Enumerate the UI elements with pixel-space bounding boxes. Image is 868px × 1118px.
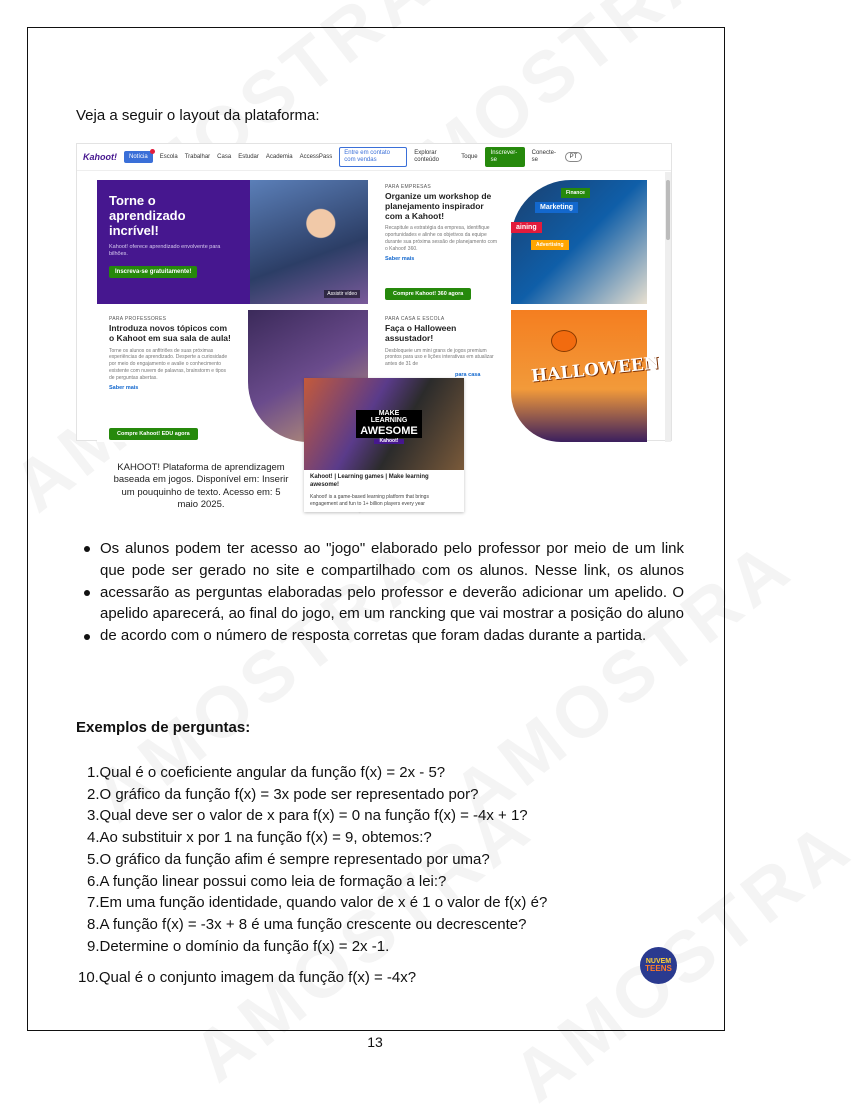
touch-link: Toque: [461, 154, 478, 160]
bullet-dot: [84, 634, 90, 640]
question-item: 7.Em uma função identidade, quando valor de x é 1 o valor de f(x) é?: [87, 894, 548, 911]
intro-text: Veja a seguir o layout da plataforma:: [76, 107, 320, 124]
figure-caption: KAHOOT! Plataforma de aprendizagem baseada em jogos. Disponível em: Inserir um pouquinho de texto. Acesso em: 5 maio 2025.: [113, 462, 289, 511]
nav-item: AccessPass: [299, 154, 333, 160]
nuvem-teens-logo: [640, 947, 677, 984]
business-photo: [511, 180, 647, 304]
photo-tag: Advertising: [531, 240, 569, 250]
preview-title: Kahoot! | Learning games | Make learning awesome!: [310, 474, 429, 488]
language-selector: PT: [565, 152, 583, 162]
link-preview-card: [304, 378, 464, 512]
hero-photo: [250, 180, 368, 304]
preview-make: MAKE: [356, 410, 422, 417]
photo-tag: Finance: [561, 188, 590, 198]
preview-learning: LEARNING: [356, 417, 422, 424]
home-desc: Desbloqueie um mini grans de jogos premium prontos para uso e lições interativas em atualizar antes de 31 de: [385, 347, 494, 368]
contact-sales-button: Entre em contato com vendas: [339, 147, 407, 166]
question-item: 9.Determine o domínio da função f(x) = 2x -1.: [87, 938, 390, 955]
halloween-photo: [511, 310, 661, 442]
home-link: para casa: [455, 371, 481, 378]
photo-tag: Marketing: [535, 202, 578, 213]
logo-text: NUVEM: [645, 958, 672, 965]
question-item: 6.A função linear possui como leia de formação a lei:?: [87, 873, 447, 890]
nav-item: Estudar: [238, 154, 259, 160]
explore-link: Explorar conteúdo: [414, 150, 439, 163]
question-item: 4.Ao substituir x por 1 na função f(x) = 9, obtemos:?: [87, 829, 432, 846]
kahoot-logo: Kahoot!: [83, 152, 117, 162]
examples-heading: Exemplos de perguntas:: [76, 719, 251, 736]
business-kicker: PARA EMPRESAS: [385, 184, 432, 190]
question-item: 3.Qual deve ser o valor de x para f(x) = 0 na função f(x) = -4x + 1?: [87, 807, 528, 824]
business-buy-button: Compre Kahoot! 360 agora: [385, 288, 471, 300]
question-item: 1.Qual é o coeficiente angular da função f(x) = 2x - 5?: [87, 764, 446, 781]
nav-item: Trabalhar: [184, 154, 211, 160]
login-link: Conecte-se: [531, 150, 556, 163]
preview-logo: Kahoot!: [374, 439, 404, 444]
nav-item: Casa: [217, 154, 232, 160]
teachers-desc: Torne os alunos os anfitriões de suas próximas experiências de aprendizado. Desperte a curiosidade por meio do engajamento e avalie o conhecimento existente com nuvem de palavras, brainstorm e tipos de perguntas abertas.: [109, 347, 228, 381]
signup-button: Inscrever-se: [485, 147, 525, 166]
question-item: 2.O gráfico da função f(x) = 3x pode ser representado por?: [87, 786, 479, 803]
teachers-kicker: PARA PROFESSORES: [109, 316, 167, 322]
halloween-text: HALLOWEEN: [530, 353, 661, 387]
question-item: 10.Qual é o conjunto imagem da função f(x) = -4x?: [78, 969, 417, 986]
hero-title: Torne o aprendizado incrível!: [109, 193, 186, 238]
nav-item: Academia: [265, 154, 293, 160]
watch-video-label: Assistir vídeo: [324, 290, 360, 298]
business-title: Organize um workshop de planejamento inspirador com a Kahoot!: [385, 191, 492, 221]
teachers-link: Saber mais: [109, 385, 139, 392]
hero-card: [97, 180, 368, 304]
page-number: 13: [367, 1034, 383, 1050]
teachers-buy-button: Compre Kahoot! EDU agora: [109, 428, 198, 440]
preview-image: [304, 378, 464, 470]
home-title: Faça o Halloween assustador!: [385, 323, 457, 343]
preview-desc: Kahoot! is a game-based learning platform that brings engagement and fun to 1+ billion players every year: [310, 494, 429, 507]
question-item: 5.O gráfico da função afim é sempre representado por uma?: [87, 851, 490, 868]
hero-signup-button: Inscreva-se gratuitamente!: [109, 266, 197, 278]
bullet-list: [84, 538, 684, 647]
hero-desc: Kahoot! oferece aprendizado envolvente para bilhões.: [109, 244, 221, 258]
business-card: [377, 180, 647, 304]
nav-item: Escola: [159, 154, 178, 160]
noticia-button: Notícia: [124, 151, 153, 163]
preview-awesome: AWESOME: [356, 425, 422, 439]
pumpkin-icon: [551, 330, 577, 352]
scrollbar: [665, 172, 671, 442]
bullet-dot: [84, 590, 90, 596]
business-desc: Recapitule a estratégia da empresa, identifique oportunidades e alinhe os objetivos da equipe durante sua próxima sessão de planejamento com o Kahoot! 360.: [385, 225, 498, 252]
photo-tag: aining: [511, 222, 542, 233]
teachers-title: Introduza novos tópicos com o Kahoot em sua sala de aula!: [109, 323, 231, 343]
bullet-dot: [84, 546, 90, 552]
kahoot-nav: [77, 144, 671, 171]
business-link: Saber mais: [385, 256, 415, 263]
logo-text: TEENS: [645, 964, 672, 973]
question-item: 8.A função f(x) = -3x + 8 é uma função crescente ou decrescente?: [87, 916, 527, 933]
bullet-paragraph: Os alunos podem ter acesso ao "jogo" elaborado pelo professor por meio de um link que pode ser gerado no site e compartilhado com os alunos. Nesse link, os alunos acessarão as perguntas elaboradas pelo professor e deverão adicionar um apelido. O apelido aparecerá, ao final do jogo, em um rancking que vai mostrar a posição do aluno de acordo com o número de resposta corretas que foram dadas durante a partida.: [100, 540, 684, 645]
home-kicker: PARA CASA E ESCOLA: [385, 316, 445, 322]
